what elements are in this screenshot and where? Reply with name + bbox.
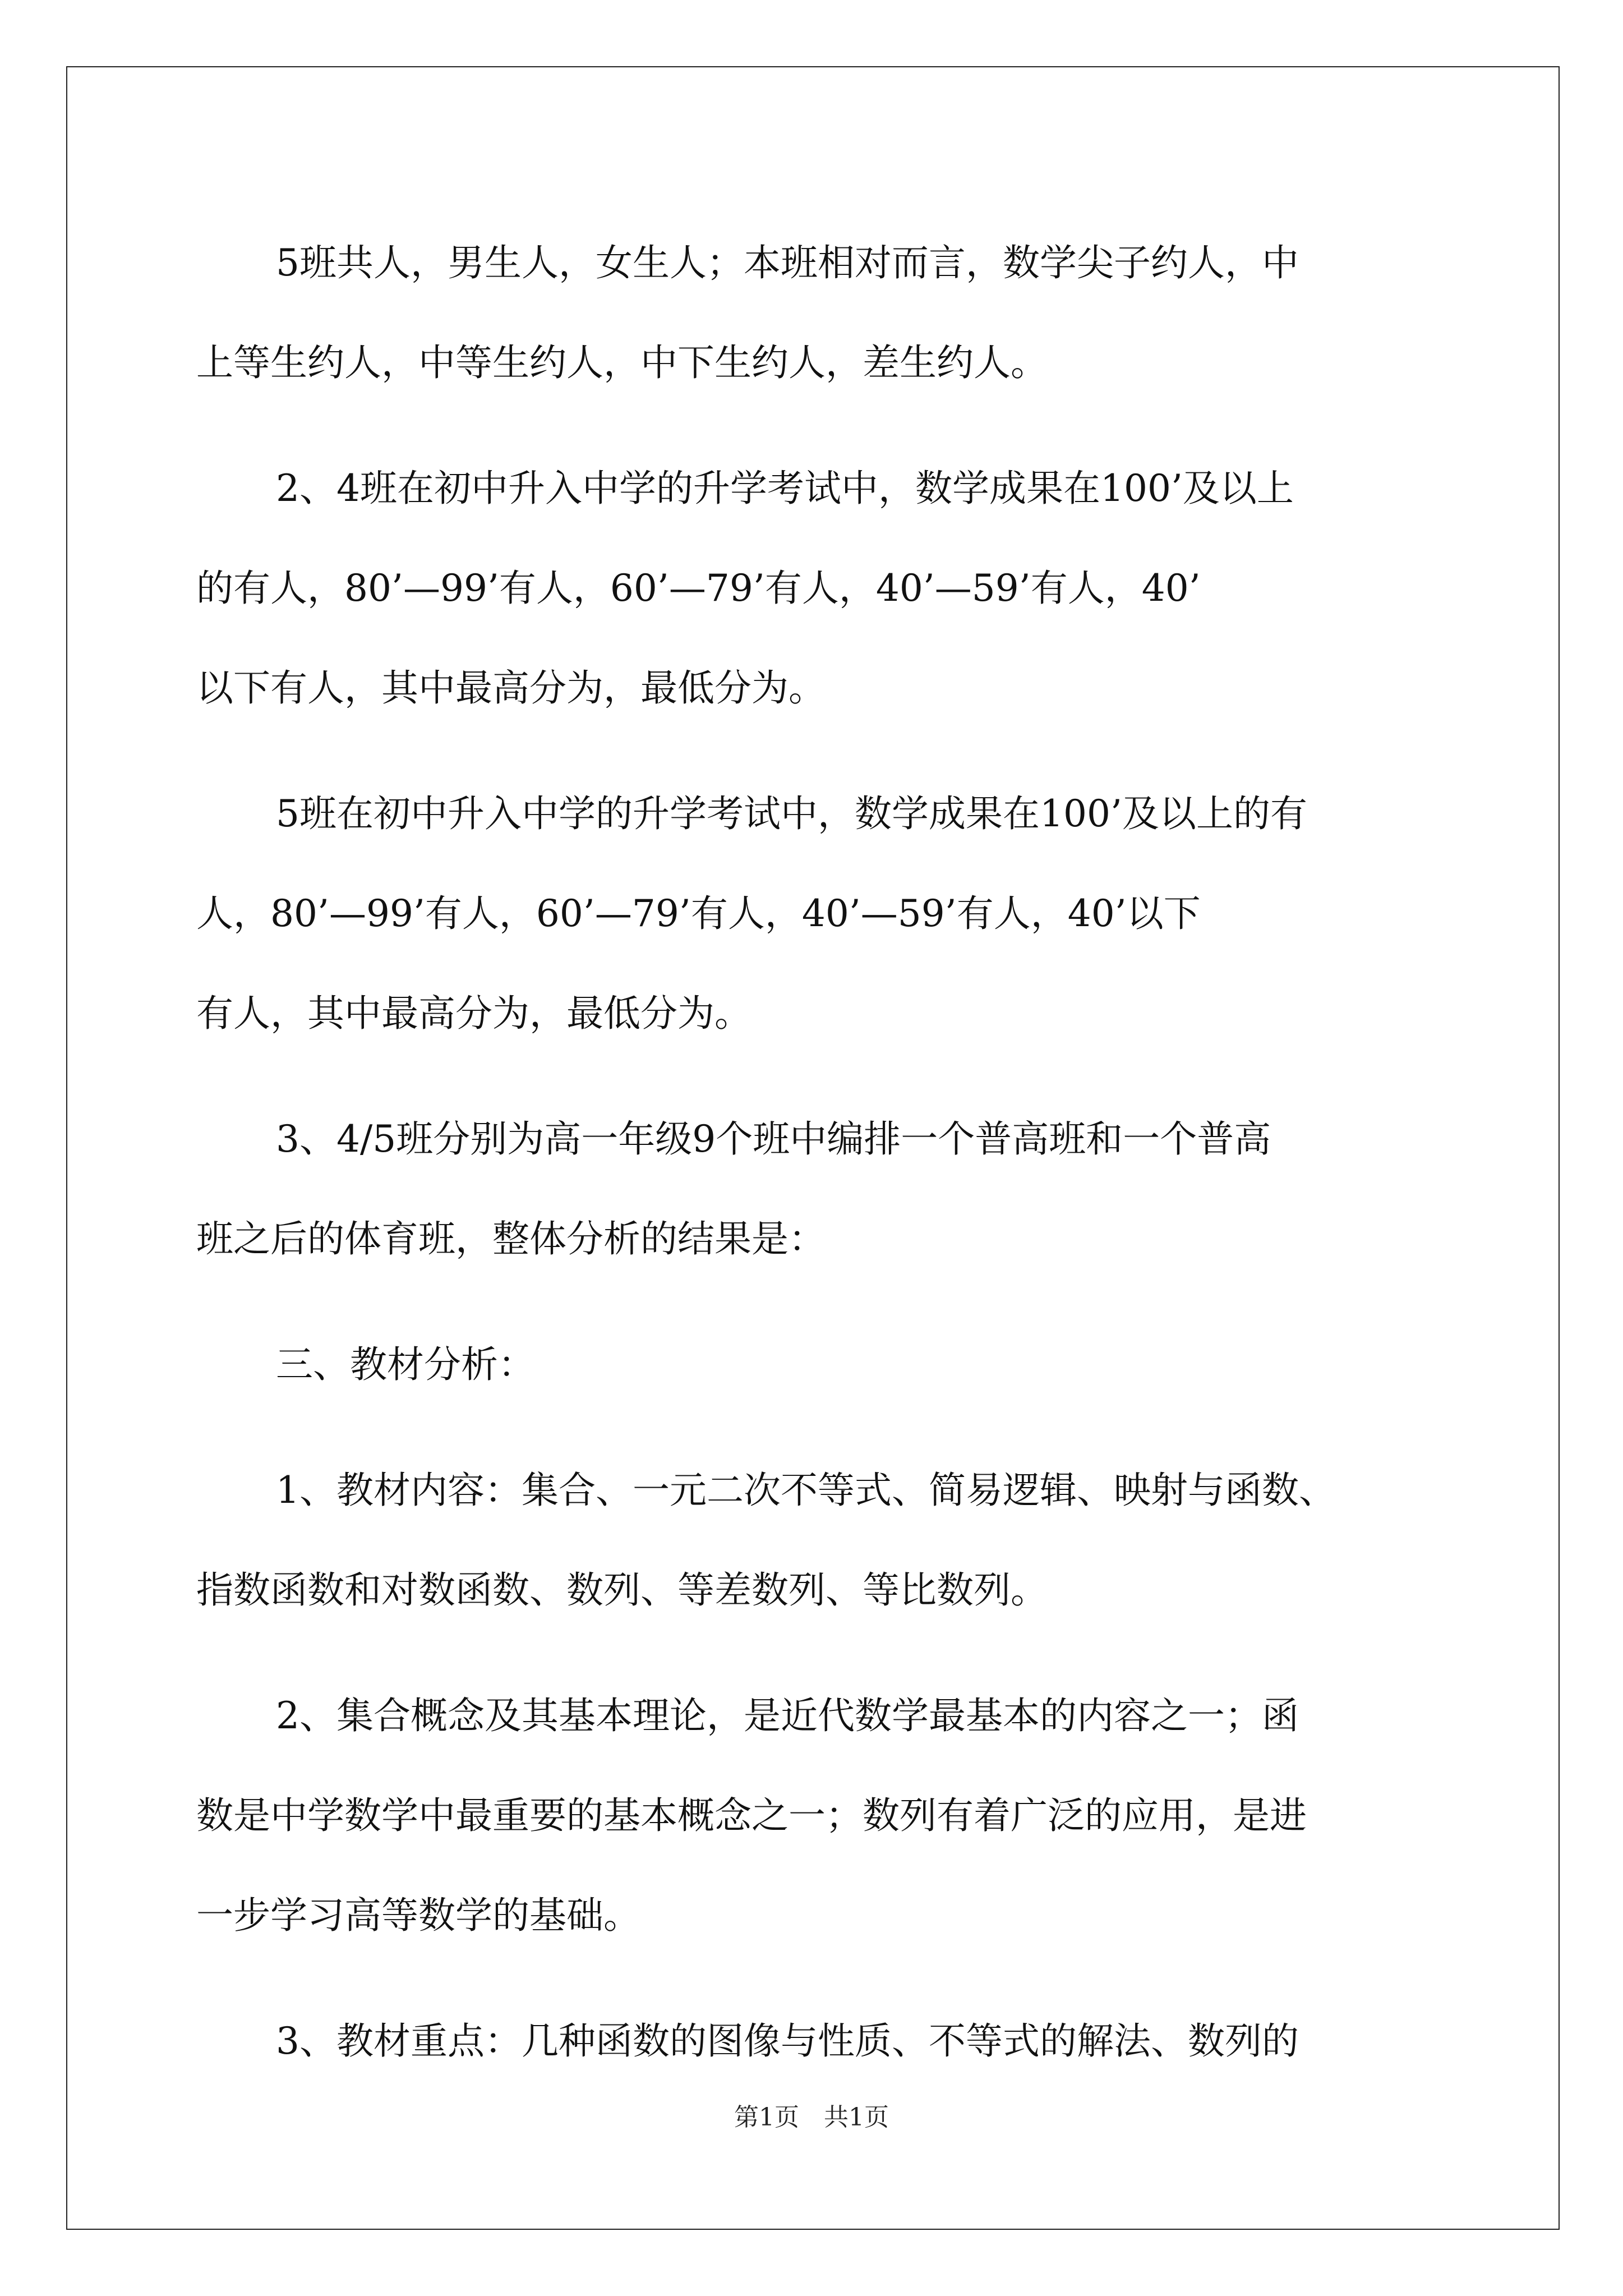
text-line: 3、教材重点：几种函数的图像与性质、不等式的解法、数列的 [276, 2019, 1299, 2063]
text-line: 5班共人，男生人，女生人；本班相对而言，数学尖子约人，中 [276, 241, 1299, 284]
text-line: 2、集合概念及其基本理论，是近代数学最基本的内容之一；函 [276, 1694, 1299, 1737]
text-line: 数是中学数学中最重要的基本概念之一；数列有着广泛的应用，是进 [196, 1794, 1307, 1837]
page-footer: 第1页 共1页 [734, 2103, 889, 2132]
text-line: 以下有人，其中最高分为，最低分为。 [196, 666, 826, 710]
text-line: 一步学习高等数学的基础。 [196, 1894, 640, 1937]
text-line: 5班在初中升入中学的升学考试中，数学成果在100’及以上的有 [276, 792, 1307, 835]
text-line: 上等生约人，中等生约人，中下生约人，差生约人。 [196, 341, 1048, 384]
text-line: 有人，其中最高分为，最低分为。 [196, 992, 751, 1035]
document-body [196, 213, 1430, 2091]
text-line: 2、4班在初中升入中学的升学考试中，数学成果在100’及以上 [276, 467, 1294, 510]
text-line: 人，80’—99’有人，60’—79’有人，40’—59’有人，40’以下 [196, 892, 1201, 935]
text-line: 1、教材内容：集合、一元二次不等式、简易逻辑、映射与函数、 [276, 1469, 1336, 1512]
section-heading: 三、教材分析： [276, 1343, 535, 1386]
text-line: 3、4/5班分别为高一年级9个班中编排一个普高班和一个普高 [276, 1117, 1271, 1161]
text-line: 班之后的体育班，整体分析的结果是： [196, 1217, 826, 1260]
text-line: 指数函数和对数函数、数列、等差数列、等比数列。 [196, 1568, 1048, 1612]
text-line: 的有人，80’—99’有人，60’—79’有人，40’—59’有人，40’ [196, 567, 1201, 610]
